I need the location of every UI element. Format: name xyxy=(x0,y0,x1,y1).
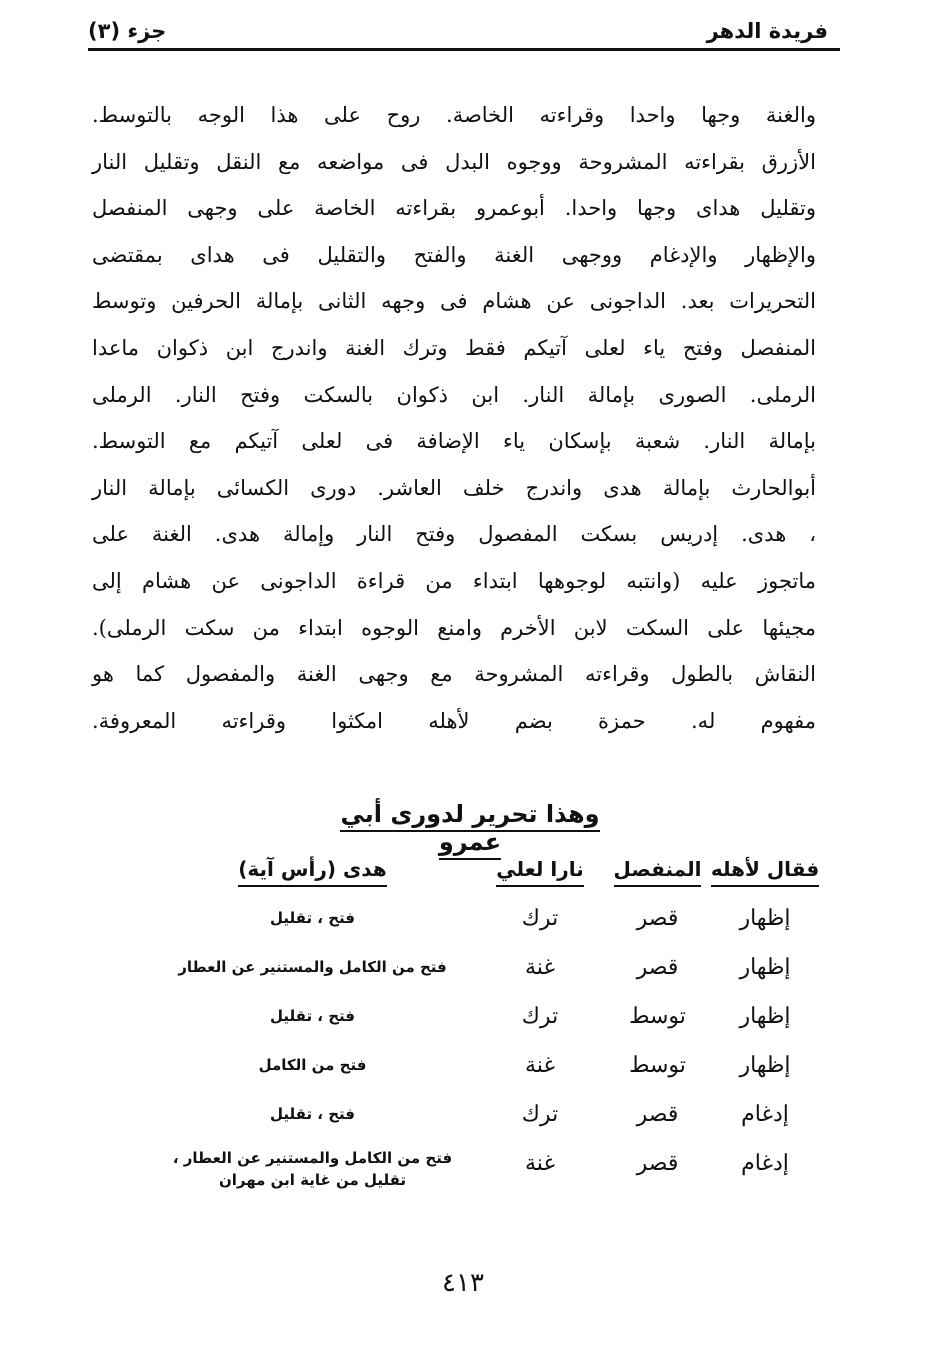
text-line: بإمالة النار. شعبة بإسكان ياء الإضافة فى لعلى آتيكم مع التوسط. xyxy=(92,429,816,454)
text-line: ، هدى. إدريس بسكت المفصول وفتح النار وإمالة هدى. الغنة على xyxy=(92,522,816,547)
table-header-row xyxy=(150,845,820,894)
text-line: الأزرق بقراءته المشروحة ووجوه البدل فى مواضعه مع النقل وتقليل النار xyxy=(92,149,816,174)
body-paragraph xyxy=(92,92,816,744)
column-header: فقال لأهله xyxy=(710,845,820,894)
book-title: فريدة الدهر xyxy=(706,19,828,43)
table-cell: إظهار xyxy=(739,1004,791,1029)
header-rule xyxy=(88,48,840,51)
text-line: ماتجوز عليه (وانتبه لوجوهها ابتداء من قراءة الداجونى عن هشام إلى xyxy=(92,568,816,593)
table-cell: إدغام xyxy=(741,1102,789,1127)
table-cell: فتح من الكامل والمستنير عن العطار xyxy=(178,958,447,976)
table-cell: غنة xyxy=(525,955,555,980)
table-cell: قصر xyxy=(636,955,679,980)
table-cell: فتح ، تقليل xyxy=(270,1007,355,1025)
table-row xyxy=(150,992,820,1041)
table-cell: توسط xyxy=(629,1053,686,1078)
table-cell: فتح ، تقليل xyxy=(270,1105,355,1123)
text-line: مجيئها على السكت لابن الأخرم وامنع الوجوه ابتداء من سكت الرملى). xyxy=(92,615,816,640)
table-row xyxy=(150,1090,820,1139)
text-line: أبوالحارث بإمالة هدى واندرج خلف العاشر. دورى الكسائى بإمالة النار xyxy=(92,475,816,500)
table-row xyxy=(150,1139,820,1219)
table-cell: إظهار xyxy=(739,906,791,931)
text-line: التحريرات بعد. الداجونى عن هشام فى وجهه الثانى بإمالة الحرفين وتوسط xyxy=(92,289,816,314)
table-cell: قصر xyxy=(636,1102,679,1127)
table-cell: غنة xyxy=(525,1053,555,1078)
text-line: والإظهار والإدغام ووجهى الغنة والفتح والتقليل فى هداى بمقتضى xyxy=(92,242,816,267)
column-header: هدى (رأس آية) xyxy=(150,845,475,894)
table-cell: توسط xyxy=(629,1004,686,1029)
text-line: وتقليل هداى وجها واحدا. أبوعمرو بقراءته الخاصة على وجهى المنفصل xyxy=(92,196,816,221)
table-cell: غنة xyxy=(525,1151,555,1176)
table-row xyxy=(150,1041,820,1090)
text-line: النقاش بالطول وقراءته المشروحة مع وجهى الغنة والمفصول كما هو xyxy=(92,662,816,687)
table-cell: إدغام xyxy=(741,1151,789,1176)
text-line: الرملى. الصورى بإمالة النار. ابن ذكوان بالسكت وفتح النار. الرملى xyxy=(92,382,816,407)
part-label: جزء (٣) xyxy=(88,19,167,43)
table-cell: إظهار xyxy=(739,1053,791,1078)
text-line: مفهوم له. حمزة بضم لأهله امكثوا وقراءته المعروفة. xyxy=(92,708,816,733)
table-cell: فتح ، تقليل xyxy=(270,909,355,927)
table-cell: فتح من الكامل xyxy=(258,1056,367,1074)
table-title-text: وهذا تحرير لدورى أبي عمرو xyxy=(340,800,599,860)
column-header: نارا لعلي xyxy=(485,845,595,894)
column-header: المنفصل xyxy=(610,845,705,894)
table-cell: إظهار xyxy=(739,955,791,980)
table-cell: فتح من الكامل والمستنير عن العطار ، تقليل من غاية ابن مهران xyxy=(172,1149,453,1189)
table-cell: ترك xyxy=(521,1004,559,1029)
table-row xyxy=(150,943,820,992)
table-row xyxy=(150,894,820,943)
table-cell: قصر xyxy=(636,1151,679,1176)
text-line: المنفصل وفتح ياء لعلى آتيكم فقط وترك الغنة واندرج ابن ذكوان ماعدا xyxy=(92,335,816,360)
text-line: والغنة وجها واحدا وقراءته الخاصة. روح على هذا الوجه بالتوسط. xyxy=(92,103,816,127)
running-header xyxy=(88,12,828,50)
table-cell: ترك xyxy=(521,1102,559,1127)
table-cell: قصر xyxy=(636,906,679,931)
readings-table xyxy=(150,845,820,1219)
page-number: ٤١٣ xyxy=(442,1268,484,1298)
table-cell: ترك xyxy=(521,906,559,931)
